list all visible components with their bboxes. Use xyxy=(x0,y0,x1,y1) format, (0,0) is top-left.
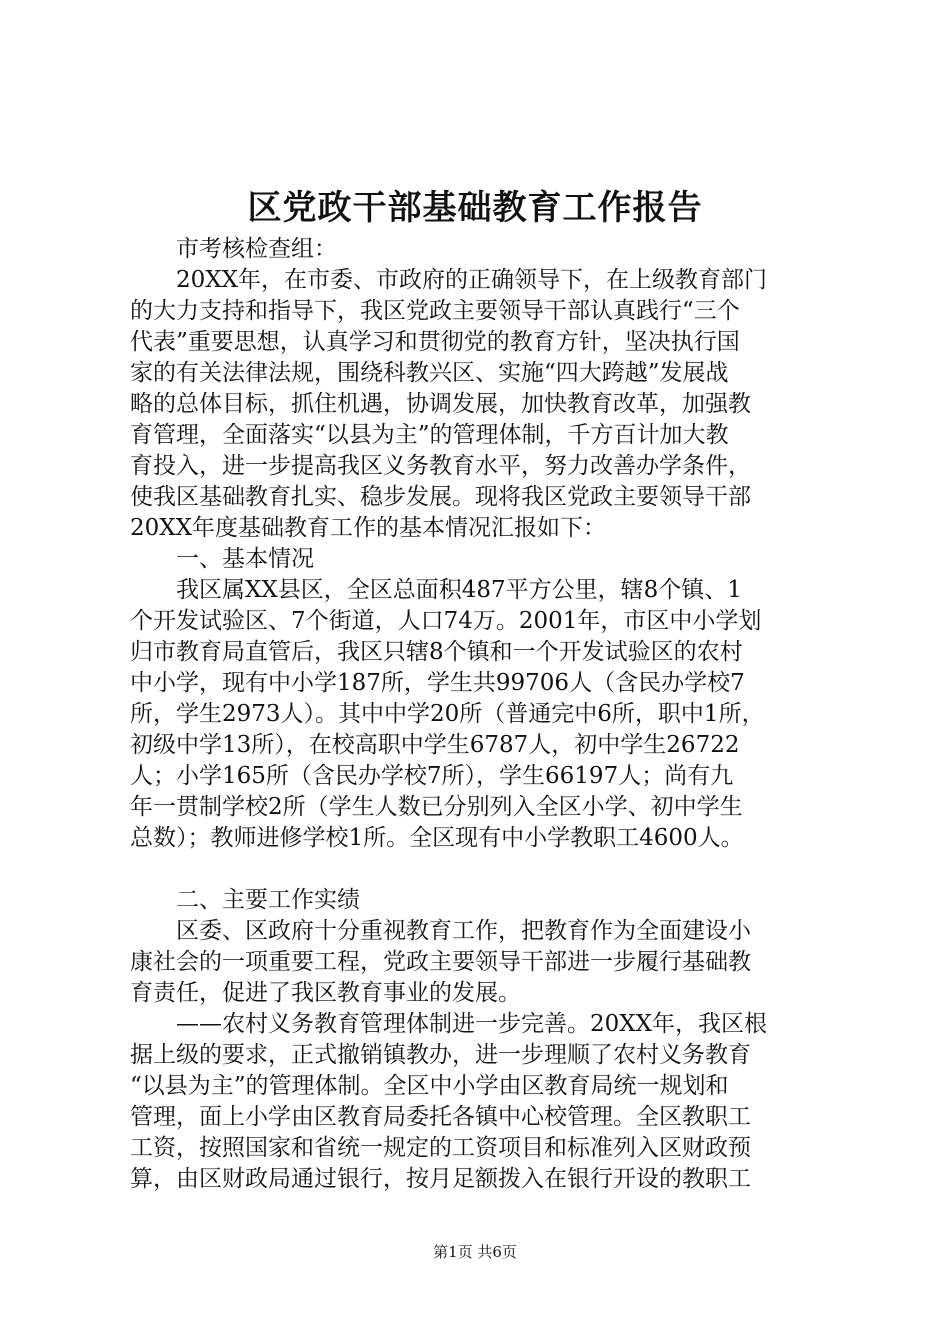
text-line: 育管理，全面落实“以县为主”的管理体制，千方百计加大教 xyxy=(130,422,729,448)
text-line: 据上级的要求，正式撤销镇教办，进一步理顺了农村义务教育 xyxy=(130,1042,751,1068)
text-line: 中小学，现有中小学187所，学生共99706人（含民办学校7 xyxy=(130,670,745,696)
text-line: 我区属XX县区，全区总面积487平方公里，辖8个镇、1 xyxy=(130,577,742,603)
text-line: 二、主要工作实绩 xyxy=(130,887,360,913)
text-line: 育责任，促进了我区教育事业的发展。 xyxy=(130,980,521,1006)
text-line: 工资，按照国家和省统一规定的工资项目和标准列入区财政预 xyxy=(130,1135,751,1161)
text-line: 家的有关法律法规，围绕科教兴区、实施“四大跨越”发展战 xyxy=(130,360,729,386)
text-line: “以县为主”的管理体制。全区中小学由区教育局统一规划和 xyxy=(130,1073,729,1099)
text-line: 年一贯制学校2所（学生人数已分别列入全区小学、初中学生 xyxy=(130,794,743,820)
text-line: 所，学生2973人）。其中中学20所（普通完中6所，职中1所， xyxy=(130,701,765,727)
text-line: 代表”重要思想，认真学习和贯彻党的教育方针，坚决执行国 xyxy=(130,329,740,355)
document-body xyxy=(130,234,830,1195)
text-line: 市考核检查组： xyxy=(130,236,337,262)
text-line: 20XX年，在市委、市政府的正确领导下，在上级教育部门 xyxy=(130,267,768,293)
text-line: 育投入，进一步提高我区义务教育水平，努力改善办学条件， xyxy=(130,453,751,479)
text-line: 个开发试验区、7个街道，人口74万。2001年，市区中小学划 xyxy=(130,608,762,634)
text-line: 一、基本情况 xyxy=(130,546,314,572)
text-line: ——农村义务教育管理体制进一步完善。20XX年，我区根 xyxy=(130,1011,768,1037)
text-line: 初级中学13所），在校高职中学生6787人，初中学生26722 xyxy=(130,732,740,758)
text-line: 20XX年度基础教育工作的基本情况汇报如下： xyxy=(130,515,607,541)
text-line: 算，由区财政局通过银行，按月足额拨入在银行开设的教职工 xyxy=(130,1166,751,1192)
text-line: 康社会的一项重要工程，党政主要领导干部进一步履行基础教 xyxy=(130,949,751,975)
page-number-footer: 第1页 共6页 xyxy=(433,1243,517,1261)
text-line: 归市教育局直管后，我区只辖8个镇和一个开发试验区的农村 xyxy=(130,639,743,665)
document-title: 区党政干部基础教育工作报告 xyxy=(247,188,703,228)
text-line: 人；小学165所（含民办学校7所），学生66197人；尚有九 xyxy=(130,763,734,789)
text-line: 总数）；教师进修学校1所。全区现有中小学教职工4600人。 xyxy=(130,825,744,851)
text-line: 的大力支持和指导下，我区党政主要领导干部认真践行“三个 xyxy=(130,298,740,324)
text-line: 使我区基础教育扎实、稳步发展。现将我区党政主要领导干部 xyxy=(130,484,751,510)
text-line: 略的总体目标，抓住机遇，协调发展，加快教育改革，加强教 xyxy=(130,391,751,417)
text-line: 区委、区政府十分重视教育工作，把教育作为全面建设小 xyxy=(130,918,751,944)
text-line: 管理，面上小学由区教育局委托各镇中心校管理。全区教职工 xyxy=(130,1104,751,1130)
blank-line xyxy=(130,854,830,885)
